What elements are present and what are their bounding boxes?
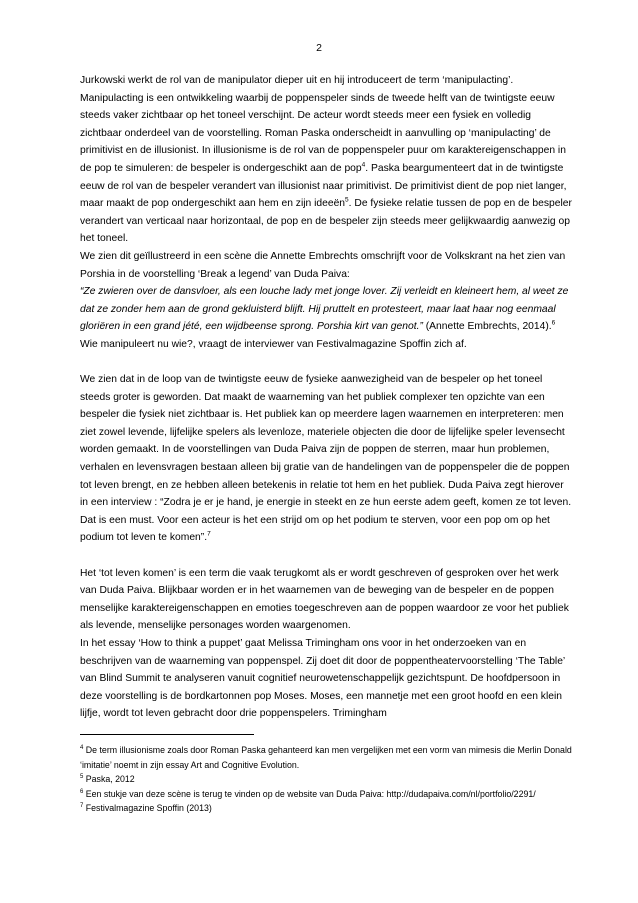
footnote-5 <box>80 772 572 787</box>
footnote-number: 4 <box>80 745 84 752</box>
paragraph-scene-intro: We zien dit geïllustreerd in een scène die Annette Embrechts omschrijft voor de Volkskrant na het zien van Porshia in de voorstelling ‘Break a legend’ van Duda Paiva: <box>80 250 566 280</box>
footnote-6 <box>80 787 572 802</box>
text-segment: . Paska beargumenteert dat in de twintigste eeuw de rol van de bespeler verandert van illusionist naar primitivist. De primitivist dient de pop niet langer, maar maakt de pop ondergeschikt aan hem en zijn ideeën <box>80 162 567 210</box>
paragraph-gap <box>80 354 572 372</box>
footnote-number: 7 <box>80 803 84 810</box>
paragraph-presence <box>80 371 572 547</box>
footnote-ref-7: 7 <box>207 531 211 539</box>
footnote-ref-6: 6 <box>551 319 556 327</box>
footnote-7 <box>80 801 572 816</box>
page-number: 2 <box>316 42 322 54</box>
paragraph-trimingham: In het essay ‘How to think a puppet’ gaat Melissa Trimingham ons voor in het onderzoeken van en beschrijven van de waarneming van poppenspel. Zij doet dit door de poppentheatervoorstelling ‘The Table’ van Blind Summit te analyseren vanuit cognitief neurowetenschappelijk gezichtspunt. De hoofdpersoon in deze voorstelling is de bordkartonnen pop Moses. Moses, een mannetje met een groot hoofd en een klein lijfje, wordt tot leven gebracht door drie poppenspelers. Trimingham <box>80 638 565 720</box>
footnote-4 <box>80 743 572 772</box>
body-text <box>80 72 572 723</box>
quote-text: “Ze zwieren over de dansvloer, als een louche lady met jonge lover. Zij verleidt en kleineert hem, al weet ze dat ze zonder hem aan de grond gekluisterd blijft. Hij pruttelt en protesteert, maar laat haar nog eenmaal gloriëren in een grand jété, een wijdbeense sprong. Porshia kirt van genot.” <box>80 286 569 333</box>
footnote-number: 6 <box>80 788 84 795</box>
footnote-text: Festivalmagazine Spoffin (2013) <box>83 803 212 814</box>
text-segment: Jurkowski werkt de rol van de manipulator dieper uit en hij introduceert de term ‘manipulacting’. Manipulacting is een ontwikkeling waarbij de poppenspeler sinds de tweede helft van de twintigste eeuw steeds vaker zichtbaar op het toneel verschijnt. De acteur wordt steeds meer een fysiek en volledig zichtbaar onderdeel van de voorstelling. Roman Paska onderscheidt in aanvulling op ‘manipulacting’ de primitivist en de illusionist. In illusionisme is de rol van de poppenspeler puur om karaktereigenschappen in de pop te simuleren: de bespeler is ondergeschikt aan de pop <box>80 75 566 174</box>
footnote-ref-4: 4 <box>361 161 366 169</box>
paragraph-question: Wie manipuleert nu wie?, vraagt de interviewer van Festivalmagazine Spoffin zich af. <box>80 338 467 350</box>
footnote-text: Een stukje van deze scène is terug te vinden op de website van Duda Paiva: http://dudapaiva.com/nl/portfolio/2291/ <box>83 788 536 799</box>
paragraph-tot-leven-komen: Het ‘tot leven komen’ is een term die vaak terugkomt als er wordt geschreven of gesproken over het werk van Duda Paiva. Blijkbaar worden er in het waarnemen van de beweging van de bespeler en de poppen menselijke karaktereigenschappen en emoties toegeschreven aan de poppen waardoor ze voor het publiek als levende, menselijke personages worden waargenomen. <box>80 567 569 632</box>
footnote-ref-5: 5 <box>345 196 349 204</box>
quote-citation: (Annette Embrechts, 2014). <box>422 321 552 333</box>
footnote-text: De term illusionisme zoals door Roman Paska gehanteerd kan men vergelijken met een vorm van mimesis die Merlin Donald ‘imitatie’ noemt in zijn essay Art and Cognitive Evolution. <box>80 745 572 770</box>
paragraph-quote <box>80 283 572 336</box>
footnote-separator <box>80 734 254 735</box>
paragraph-gap <box>80 547 572 565</box>
paragraph-manipulacting <box>80 72 572 248</box>
footnotes <box>80 743 572 816</box>
text-segment: We zien dat in de loop van de twintigste eeuw de fysieke aanwezigheid van de bespeler op het toneel steeds groter is geworden. Dat maakt de waarneming van het publiek complexer ten opzichte van een bespeler die fysiek niet zichtbaar is. Het publiek kan op meerdere lagen waarnemen en interpreteren: men ziet zowel levende, lijfelijke spelers als levenloze, materiele objecten die door de lijfelijke speler levensecht worden gemaakt. In de voorstellingen van Duda Paiva zijn de poppen de sterren, maar hun problemen, verhalen en levensvragen bestaan alleen bij gratie van de handelingen van de poppenspeler die de poppen tot leven brengt, en ze hebben alleen betekenis in relatie tot hem en het publiek. Duda Paiva zegt hierover in een interview : “Zodra je er je hand, je energie in steekt en ze hun eerste adem geeft, komen ze tot leven. Dat is een must. Voor een acteur is het een strijd om op het podium te sterven, voor een pop om op het podium tot leven te komen”. <box>80 374 572 544</box>
footnote-number: 5 <box>80 774 84 781</box>
text-segment: . De fysieke relatie tussen de pop en de bespeler verandert van verticaal naar horizontaal, de pop en de bespeler zijn steeds meer gelijkwaardig aanwezig op het toneel. <box>80 198 572 245</box>
footnote-text: Paska, 2012 <box>83 774 135 785</box>
